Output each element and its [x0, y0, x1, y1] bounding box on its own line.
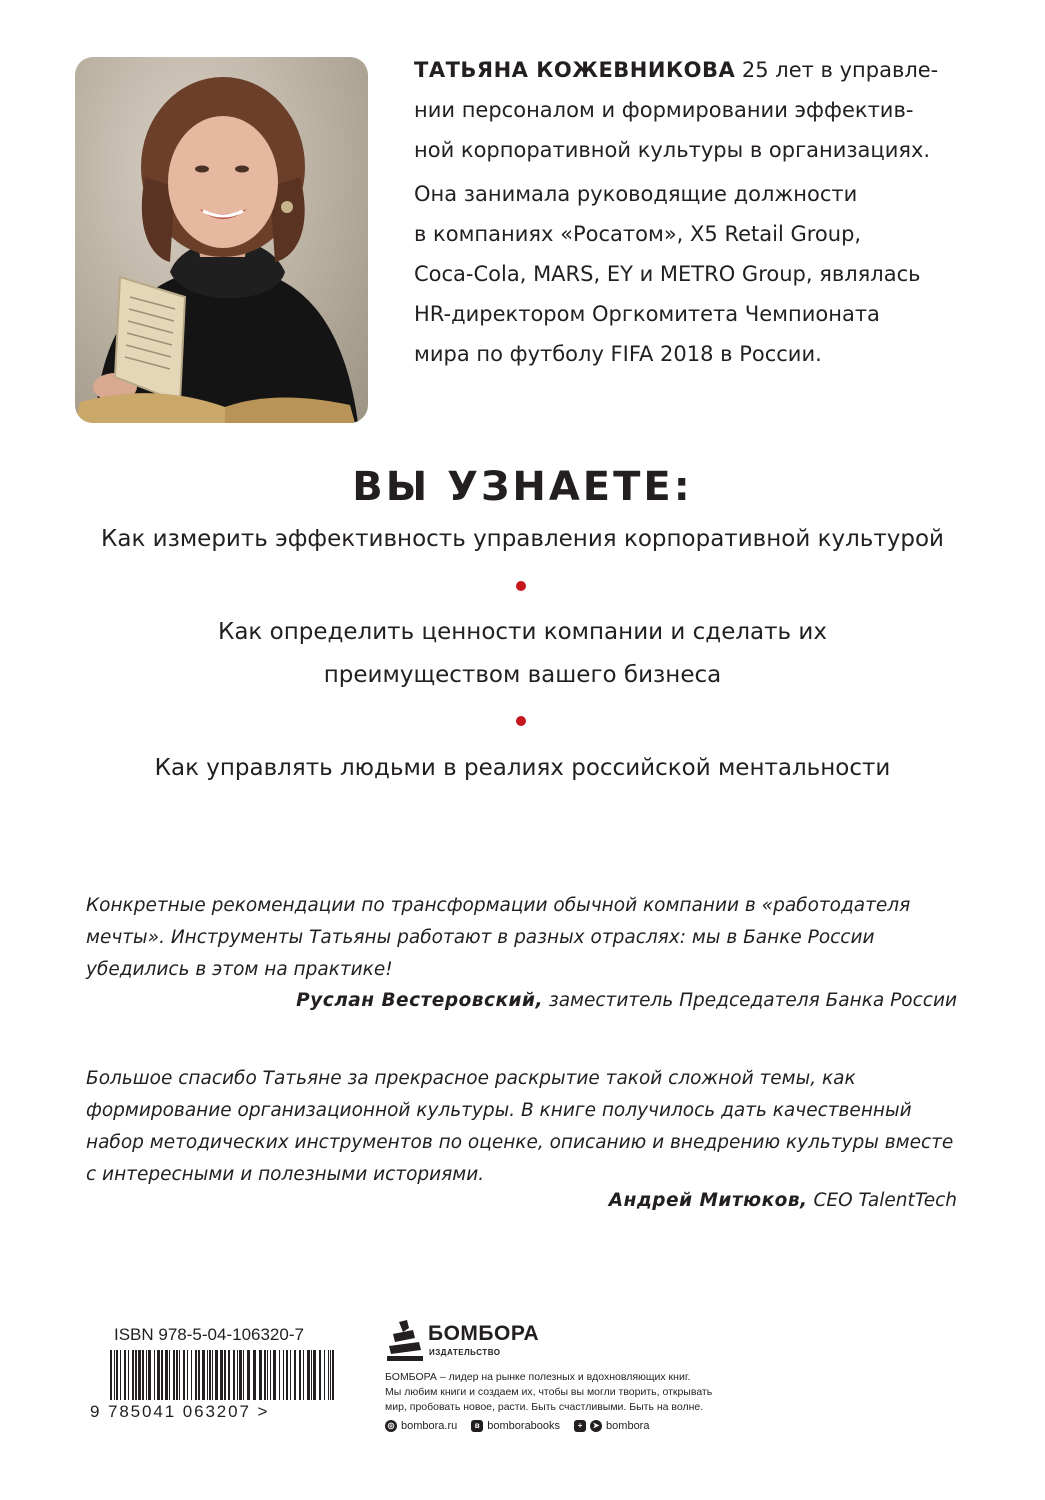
- learn-item-3: Как управлять людьми в реалиях российской ментальности: [154, 755, 891, 781]
- quote-1: [86, 890, 966, 986]
- quote-2: [86, 1063, 966, 1191]
- telegram-icon: ➤: [590, 1420, 602, 1432]
- author-name: ТАТЬЯНА КОЖЕВНИКОВА: [414, 58, 736, 82]
- publisher-name: БОМБОРА: [428, 1322, 540, 1345]
- quote-line: набор методических инструментов по оценке, описанию и внедрению культуры вместе: [86, 1132, 954, 1153]
- plus-icon: +: [574, 1420, 586, 1432]
- quote-author-role: CEO TalentTech: [807, 1190, 957, 1211]
- quote-2-attribution: [609, 1185, 957, 1217]
- bio-line: Она занимала руководящие должности: [414, 182, 858, 206]
- isbn-text: ISBN 978-5-04-106320-7: [114, 1325, 304, 1344]
- barcode: [110, 1350, 335, 1400]
- bio-line: Coca-Cola, MARS, EY и METRO Group, являлась: [414, 262, 921, 286]
- bio-paragraph-1: [414, 50, 974, 170]
- quote-line: Конкретные рекомендации по трансформации обычной компании в «работодателя: [86, 895, 911, 916]
- bullet-icon: [516, 716, 526, 726]
- learn-item-2-line-2: преимуществом вашего бизнеса: [323, 662, 722, 688]
- bombora-logo-icon: [385, 1318, 425, 1362]
- social-link-label: bombora: [606, 1420, 650, 1432]
- bullet-icon: [516, 581, 526, 591]
- website-link[interactable]: [385, 1420, 457, 1432]
- bio-line: нии персоналом и формировании эффектив-: [414, 98, 914, 122]
- vk-link-label: bomborabooks: [487, 1420, 561, 1432]
- vk-icon: в: [471, 1420, 483, 1432]
- quote-author: Руслан Вестеровский,: [296, 990, 543, 1011]
- social-link[interactable]: [574, 1420, 649, 1432]
- bio-line: в компаниях «Росатом», X5 Retail Group,: [414, 222, 862, 246]
- vk-link[interactable]: [471, 1420, 560, 1432]
- website-link-label: bombora.ru: [401, 1420, 458, 1432]
- learn-item-1: Как измерить эффективность управления корпоративной культурой: [101, 526, 944, 552]
- publisher-desc-line: БОМБОРА – лидер на рынке полезных и вдохновляющих книг.: [385, 1371, 691, 1383]
- quote-author: Андрей Митюков,: [608, 1190, 808, 1211]
- publisher-links: [385, 1420, 649, 1432]
- publisher-subtitle: ИЗДАТЕЛЬСТВО: [429, 1348, 501, 1357]
- bio-line: HR-директором Оргкомитета Чемпионата: [414, 302, 880, 326]
- publisher-desc-line: мир, пробовать новое, расти. Быть счастливыми. Быть на волне.: [385, 1401, 704, 1413]
- quote-line: Большое спасибо Татьяне за прекрасное раскрытие такой сложной темы, как: [86, 1068, 856, 1089]
- quote-line: с интересными и полезными историями.: [86, 1164, 485, 1185]
- author-bio: [414, 50, 974, 374]
- bio-line: ной корпоративной культуры в организациях.: [414, 138, 931, 162]
- barcode-digits: 9 785041 063207 >: [90, 1402, 270, 1421]
- author-photo: [75, 57, 368, 423]
- globe-icon: ◎: [385, 1420, 397, 1432]
- quote-author-role: заместитель Председателя Банка России: [542, 990, 957, 1011]
- quote-line: формирование организационной культуры. В книге получилось дать качественный: [86, 1100, 912, 1121]
- bio-line: мира по футболу FIFA 2018 в России.: [414, 342, 822, 366]
- bio-paragraph-2: [414, 174, 974, 374]
- quote-1-attribution: [296, 985, 957, 1017]
- publisher-desc-line: Мы любим книги и создаем их, чтобы вы могли творить, открывать: [385, 1386, 713, 1398]
- learn-item-2-line-1: Как определить ценности компании и сделать их: [218, 619, 827, 645]
- learn-heading: ВЫ УЗНАЕТЕ:: [352, 464, 693, 510]
- quote-line: мечты». Инструменты Татьяны работают в разных отраслях: мы в Банке России: [86, 927, 875, 948]
- quote-line: убедились в этом на практике!: [86, 959, 393, 980]
- bio-line: 25 лет в управле-: [735, 58, 939, 82]
- publisher-description: [385, 1370, 805, 1415]
